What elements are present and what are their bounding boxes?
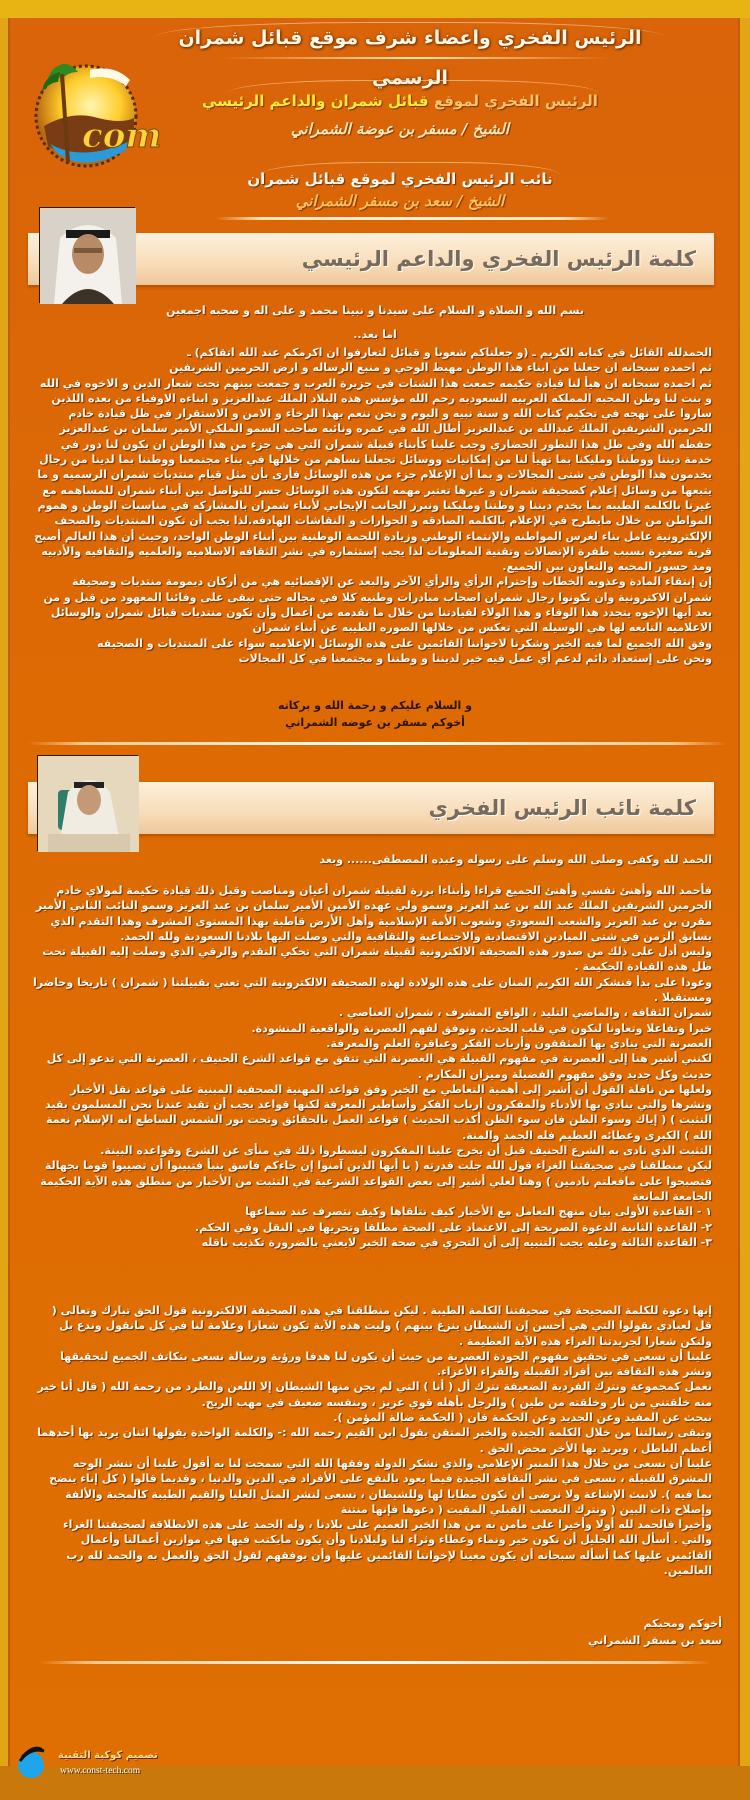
designer-logo-icon: [14, 1745, 48, 1779]
president-closing: و السلام عليكم و رحمة الله و بركاته: [277, 699, 472, 712]
president-title-part1: الرئيس الفخري لموقع: [428, 92, 598, 110]
president-title-part2: قبائل شمران والداعم الرئيسي: [202, 92, 429, 110]
vice-paragraph: علينا أن نسعى في تحقيق مفهوم الجودة العصرية من حيث أن يكون لنا هدفا ورؤية ورسالة نسعى بتكاتف الجميع لتحقيقها ونشر هذه الثقافة بين أفراد القبيلة والقراء الأعزاء.: [60, 1349, 712, 1379]
vice-paragraph: نبحث عن المفيد وعن الجديد وعن الحكمة فان ( الحكمة ضالة المؤمن ).: [333, 1411, 712, 1425]
vice-president-photo: [37, 755, 138, 851]
divider-top: [215, 217, 610, 220]
divider-middle: [28, 742, 728, 745]
svg-text:com: com: [82, 116, 162, 156]
vice-paragraph: وعودا على بدأ فنشكر الله الكريم المنان على هذه الولادة لهذه الصحيفة الالكترونية التي تعني بقبيلتنا ( شمران ) تاريخا وحاضرا ومستقبلا .: [33, 975, 712, 1005]
president-message: [32, 345, 712, 666]
vice-paragraph: علينا أن نسعى من خلال هذا المنبر الإعلامي والذي نشكر الدولة وفقها الله التي سمحت لنا به أقول علينا أن ننشر الوجه المشرق للقبيلة ، نسعى في نشر الثقافة الجيدة فيما يعود بالنفع على الأفراد في الدين والدنيا ، وقديما قالوا ( كل إناء ينضح بما فيه ). لانبث الإشاعة ولا نرضى أن نكون مطايا لها وللشيطان ، نسعى لنشر المثل العليا والقيم الطيبة كالمحبة والألفة وإصلاح ذات البين ( ونترك التعصب القبلي المقيت ( دعوها فإنها منتنة: [49, 1456, 712, 1516]
president-paragraph: وفق الله الجميع لما فيه الخير وشكرنا لاخواننا القائمين على هذه الوسائل الإعلاميه سواء على المنتديات و الصحيفه: [97, 636, 712, 650]
vice-paragraph: وتبقى رسالتنا من خلال الكلمة الجيدة والخبر المتقن يقول ابن القيم رحمه الله :- والكلمة الواحدة يقولها اثنان يريد بها أحدهما أعظم الباطل ، ويريد بها الأخر محض الحق .: [37, 1426, 712, 1455]
president-paragraph: ثم احمده سبحانه ان جعلنا من ابناء هذا الوطن مهبط الوحي و منبع الرساله و ارض الحرمين الشريفين: [169, 361, 712, 375]
president-name: الشيخ / مسفر بن عوضة الشمراني: [290, 120, 510, 138]
designer-link[interactable]: www.const-tech.com: [60, 1766, 141, 1776]
president-photo: [39, 207, 135, 303]
right-border: [740, 18, 750, 1766]
vice-paragraph: نعمل كمجموعة ونترك الفردية الضعيفة نترك أل ( أنا ) التي لم يجن منها الشيطان إلا اللعن والطرد من رحمة الله ( قال أنا خير منه خلقتني من نار وخلقته من طين ) والرجل بأهله قوي عزيز ، وبنفسه ضعيف في مهب الريح.: [37, 1380, 712, 1409]
person-icon: [40, 208, 136, 304]
site-logo: [22, 52, 162, 174]
vice-opening: الحمد لله وكفى وصلى الله وسلم على رسوله وعبده المصطفى...... وبعد: [319, 853, 712, 866]
title-underline: [220, 57, 610, 59]
president-amma-baad: اما بعد..: [353, 328, 397, 341]
section-title-president: كلمة الرئيس الفخري والداعم الرئيسي: [301, 247, 696, 271]
left-border: [0, 18, 8, 1766]
vice-paragraph: إنها دعوة للكلمة الصحيحة في صحيفتنا الكلمة الطيبة . ليكن منطلقنا في هذه الصحيفة الالكترونية قول الحق تبارك وتعالى ( قل لعبادي يقولوا التي هي أحسن إن الشيطان ينزغ بينهم ) وليت هذه الآية تكون شعارا وعلامة لنا في كل مانقول وندع بل ولتكن شعارا لجريدتنا الغراء هذه الآية العظيمة .: [51, 1304, 712, 1348]
president-paragraph: الحمدلله القائل في كتابه الكريم ـ (و جعلناكم شعوبا و قبائل لتعارفوا ان اكرمكم عند الله اتقاكم) ـ: [187, 346, 712, 359]
vice-message-continued: [32, 1303, 712, 1578]
section-title-vice: كلمة نائب الرئيس الفخري: [428, 796, 696, 820]
vice-rule: ٢- القاعدة الثانية الدعوة الصريحة إلى الاعتماد على الصحة مطلقا وتحريها في النقل وفي الحكم.: [194, 1220, 712, 1234]
vice-paragraph: وليس أدل على ذلك من صدور هذه الصحيفة الالكترونية لقبيلة شمران التي تحكي التقدم والرقي الذي وصلت إليه القبيلة تحت ظل هذه القيادة الحكيمة .: [42, 945, 712, 974]
president-paragraph: ونحن على إستعداد دائم لدعم أي عمل فيه خير لديننا و وطننا و مجتمعنا في كل المجالات: [238, 651, 712, 665]
vice-paragraph: العصرنة التي ينادي بها المثقفون وأرباب الفكر وعباقرة العلم والمعرفة.: [326, 1036, 712, 1050]
vice-paragraph: وأخيرا فالحمد لله أولا وأخيرا على مامن به من هذا الخير العميم على بلادنا ، وله الحمد على هذه الانطلاقة لصحيفتنا الغراء والتي . أسأل الله الجليل أن تكون خير ونماء وعطاء وثراء لنا ولبلادنا وأن يكون مايكتب فيها في موازين أعمالنا وأعمال القائمين عليها كما أسأله سبحانه أن يكون معينا لإخواننا القائمين عليها وأن يوفقهم لقول الحق والعمل به والحمد لله رب العالمين.: [62, 1518, 712, 1578]
vice-signature: سعد بن مسفر الشمراني: [587, 1634, 722, 1647]
vice-paragraph: خبرا وتفاعلا وتعاونا لنكون في قلب الحدث، ونوفق لفهم العصرنة والواقعية المنشودة.: [251, 1021, 712, 1035]
page-title: الرئيس الفخري واعضاء شرف موقع قبائل شمران الرسمي: [178, 27, 642, 89]
vice-paragraph: شمران الثقافة ، والماضي التليد ، الواقع المشرف ، شمران العناصي .: [338, 1006, 712, 1020]
president-paragraph: ثم احمده سبحانه ان هيأ لنا قيادة حكيمه جمعت هذا الشتات في جزيرة العرب و جمعت بينهم تحت شعار الدين و الاخوه في الله و بنت لنا وطن المحبه المملكه العربيه السعوديه رحم الله مؤسس هذه البلاد الملك عبدالعزيز و ابناءه الاوفياء من بعده اللذين ساروا على نهجه في تحكيم كتاب الله و سنة نبيه و اليوم و نحن ننعم بهذا الرخاء و الامن و الاستقرار في ظل قيادة خادم الحرمين الشريفين الملك عبدالله بن عبدالعزيز أطال الله في عمره ونائبه صاحب السمو الملكي الأمير سلمان بن عبدالعزيز حفظه الله وفي ظل هذا التطور الحضاري وجب علينا كأبناء قبيلة شمران التي هي جزء من هذا الوطن ان يكون لنا دور في خدمة ديننا ووطننا ومليكنا بما تهيأ لنا من إمكانيات ووسائل تجعلنا نساهم من خلالها في بناء مجتمعنا ووطننا بما لدينا من رجال يخدمون هذا الوطن في شتى المجالات و بما أن الإعلام جزء من هذه الوسائل فأرى بأن مثل قيام منتديات شمران الرسميه و ما يتبعها من وسائل إعلام كصحيفة شمران و غيرها تعتبر مهمه لتكون هذه الوسائل جسر للتواصل بين أبناء شمران للمساهمه مع غيرنا بالكلمه الطيبه بما يخدم ديننا و وطننا ومليكنا ونبرز الجانب الإيجابي لأبناء شمران بالمشاركه في مناسبات الوطن و هموم المواطن من خلال مايطرح في الإعلام بالكلمه الصادقه و الحوارات و النقاشات الهادفه.لذا يجب أن تكون المنتديات والصحف الإلكترونية عامل بناء لغرس المواطنه والإنتماء الوطني وزيادة اللحمة الوطنية بين أبناء الوطن الواحد، وحيث أن هذا العالم أصبح قرية صغيرة بسبب طفرة الإتصالات وتقنية المعلومات لذا يجب إستثماره في نشر الثقافه الاسلاميه والعلميه والثقافيه والأدبيه ومد جسور المحبه والتعاون بين الجميع.: [34, 376, 712, 574]
vice-rule: ٣- القاعدة الثالثة وعليه يجب التنبيه إلى أن التحري في صحة الخبر لايعني بالضرورة تكذيب ناقله: [201, 1235, 712, 1249]
president-paragraph: إن إنتقاء المادة وعذوبه الخطاب وإحترام الرأي والرأي الآخر والبعد عن الإقصائيه هي من أركان ديمومة منتديات وصحيفة شمران الاكترونية وان يكونوا رجال شمران اصحاب مبادرات وطنيه كلا في مجاله حتى نبقى على وفائنا المعهود من قبل و من بعد أيها الإخوه يتجدد هذا الوفاء و هذا الولاء لقيادتنا من خلال ما نقدمه من أعمال وأن تكون منتديات قبائل شمران والوسائل الاعلاميه التابعه لها هي الوسيله التي تعكس من خلالها الصوره الطيبه عن أبناء شمران: [43, 575, 712, 635]
vice-paragraph: التثبت الذي نادى به الشرع الحنيف قبل أن يخرج علينا المفكرون ليسطروا ذلك في منأى عن الشرع وقواعده البينة.: [100, 1144, 712, 1158]
president-opening: بسم الله و الصلاة و السلام على سيدنا و نبينا محمد و على اله و صحبه اجمعين: [166, 304, 584, 317]
divider-bottom: [40, 1661, 710, 1664]
designer-name: تصميم كوكبة التقنية: [58, 1750, 158, 1761]
president-title: [200, 92, 600, 110]
vice-paragraph: لكنني أشير هنا إلى العصرنة في مفهوم القبيلة هي العصرنة التي تتفق مع قواعد الشرع الحنيف ، العصرنة التي تدعو إلى كل حديث وكل جديد وفق مفهوم الفضيلة وميزان المكارم .: [46, 1052, 712, 1081]
president-signature: أخوكم مسفر بن عوضه الشمراني: [285, 716, 465, 729]
vice-rule: ١ - القاعدة الأولى بيان منهج التعامل مع الأخبار كيف نتلقاها وكيف نتصرف عند سماعها: [245, 1205, 712, 1219]
vice-paragraph: فأحمد الله وأهنئ نفسي وأهنئ الجميع قراءا وأبناءا بررة لقبيلة شمران أعيان ومناصب وقبل ذلك قيادة حكيمة لمولاي خادم الحرمين الشريفين الملك عبد الله بن عبد العزيز وسمو ولي عهده الأمين الأمير سلمان بن عبد العزيز وسمو النائب الثاني الأمير مقرن بن عبد العزيز والشعب السعودي وشعوب الأمة الإسلامية وأهل الأرض قاطبة بهذا المستوى المشرف وهذا التقدم الذي يسابق الزمن في شتى الميادين الاقتصادية والاجتماعية والثقافية والتي وصلت اليها بلادنا السعودية ولله الحمد.: [35, 884, 712, 943]
top-border: [0, 0, 750, 18]
vice-paragraph: ولعلها من نافلة القول أن أشير إلى أهمية التعاطي مع الخبر وفق قواعد المهنية الصحفية المبنية على قواعد نقل الأخبار ونشرها والتي ينادي بها الأدباء والمفكرون أرباب الفكر وأساطير المعرفة لكنها قواعد يجب أن تقيد عندنا نحن المسلمون بقيد التثبت ) ( إياك وسوء الظن فان سوء الظن أكذب الحديث ) قواعد العمل بالحقائق وتحت نور الشمس الساطع انه الإسلام نعمة الله ) الكبرى وعطائه العظيم فله الحمد والمنة.: [45, 1082, 712, 1142]
vice-president-name: الشيخ / سعد بن مسفر الشمراني: [295, 192, 505, 210]
vice-paragraph: ليكن منطلقنا في صحيفتنا الغراء قول الله جلت قدرته ( يا أيها الذين آمنوا إن جاءكم فاسق بنبأ فتبينوا أن تصيبوا قوما بجهالة فتصبحوا على مافعلتم نادمين ) وهنا لعلي أشير إلى بعض القواعد الشرعية في التثبت من الأخبار من منطلق هذه الآية الحكيمة الجامعة المانعة: [40, 1159, 712, 1203]
vice-president-title: نائب الرئيس الفخري لموقع قبائل شمران: [247, 170, 553, 188]
person-icon: [38, 756, 139, 852]
vice-closing: أخوكم ومحبكم: [643, 1617, 722, 1630]
vice-message: [32, 883, 712, 1250]
